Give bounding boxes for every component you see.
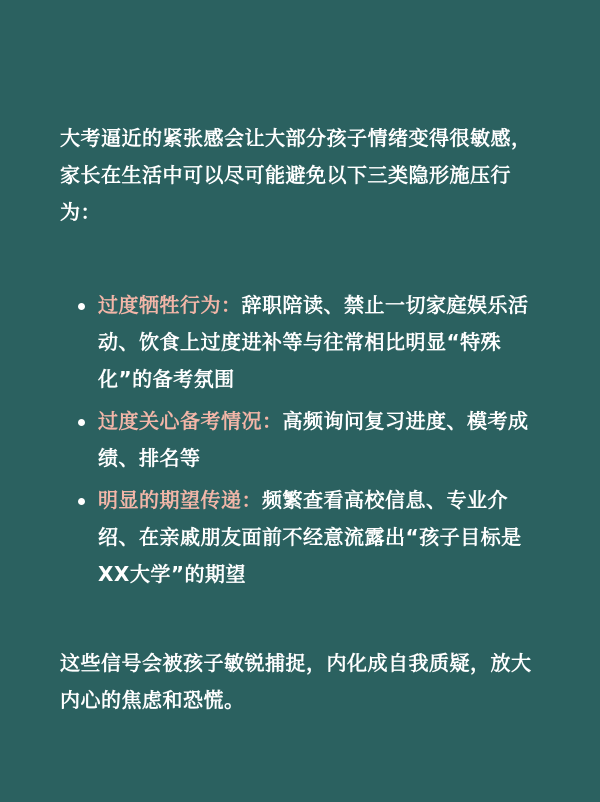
list-item-title: 过度关心备考情况： xyxy=(98,409,283,433)
list-item xyxy=(60,403,540,477)
bullet-dot-icon xyxy=(78,419,85,426)
closing-paragraph: 这些信号会被孩子敏锐捕捉，内化成自我质疑，放大内心的焦虑和恐慌。 xyxy=(60,651,532,712)
list-item xyxy=(60,482,540,593)
list-item-text: 高频询问复习进度、模考成绩、排名等 xyxy=(98,409,529,470)
list-item-text: 频繁查看高校信息、专业介绍、在亲戚朋友面前不经意流露出“孩子目标是XX大学”的期望 xyxy=(98,488,522,586)
pressure-behavior-list xyxy=(60,287,540,593)
bullet-dot-icon xyxy=(78,498,85,505)
bullet-dot-icon xyxy=(78,303,85,310)
list-item-text: 辞职陪读、禁止一切家庭娱乐活动、饮食上过度进补等与往常相比明显“特殊化”的备考氛围 xyxy=(98,293,529,391)
list-item xyxy=(60,287,540,398)
intro-paragraph: 大考逼近的紧张感会让大部分孩子情绪变得很敏感，家长在生活中可以尽可能避免以下三类隐形施压行为： xyxy=(60,126,532,224)
list-item-title: 明显的期望传递： xyxy=(98,488,262,512)
list-item-title: 过度牺牲行为： xyxy=(98,293,242,317)
